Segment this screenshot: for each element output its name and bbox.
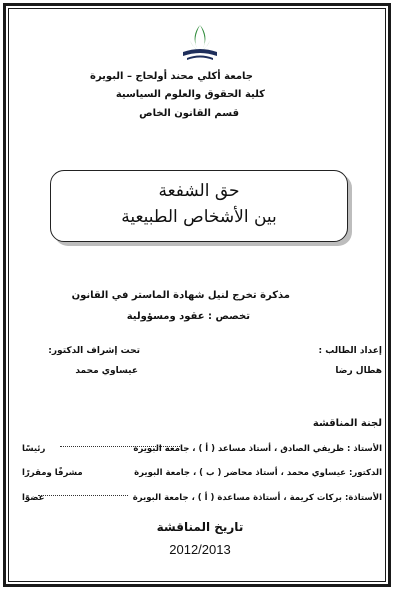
- thesis-title-line1: حق الشفعة: [158, 181, 240, 201]
- student-name: هطال رضا: [335, 366, 382, 376]
- defense-date-label: تاريخ المناقشة: [156, 520, 244, 534]
- dotted-leader: [60, 446, 180, 447]
- academic-year: 2012/2013: [169, 542, 231, 557]
- department-name: قسم القانون الخاص: [139, 108, 239, 119]
- thesis-title-line2: بين الأشخاص الطبيعية: [121, 207, 277, 227]
- thesis-description: مذكرة تخرج لنيل شهادة الماستر في القانون: [71, 290, 290, 301]
- committee-member: الأستاذة: بركات كريمة ، أستاذة مساعدة ( أ ) ، جامعة البويرة: [132, 493, 382, 503]
- faculty-name: كلية الحقوق والعلوم السياسية: [115, 89, 265, 100]
- dotted-leader: [38, 495, 128, 496]
- supervisor-label: تحت إشراف الدكتور:: [48, 346, 140, 356]
- committee-member: الأستاذ : ظريفي الصادق ، أستاذ مساعد ( أ ) ، جامعة البويرة: [133, 444, 382, 454]
- title-box: [50, 170, 348, 242]
- committee-heading: لجنة المناقشة: [312, 418, 382, 429]
- university-logo-icon: [177, 22, 223, 62]
- committee-role: عضوًا: [22, 493, 45, 503]
- committee-role: رئيسًا: [22, 444, 46, 454]
- thesis-specialty: تخصص : عقود ومسؤولية: [126, 311, 250, 322]
- university-name: جامعة أكلي محند أولحاج – البويرة: [90, 71, 253, 82]
- committee-role: مشرفًا ومقررًا: [22, 468, 83, 478]
- student-label: إعداد الطالب :: [318, 346, 382, 356]
- committee-member: الدكتور: عيساوي محمد ، أستاذ محاضر ( ب ) ، جامعة البويرة: [134, 468, 382, 478]
- supervisor-name: عيساوي محمد: [75, 366, 138, 376]
